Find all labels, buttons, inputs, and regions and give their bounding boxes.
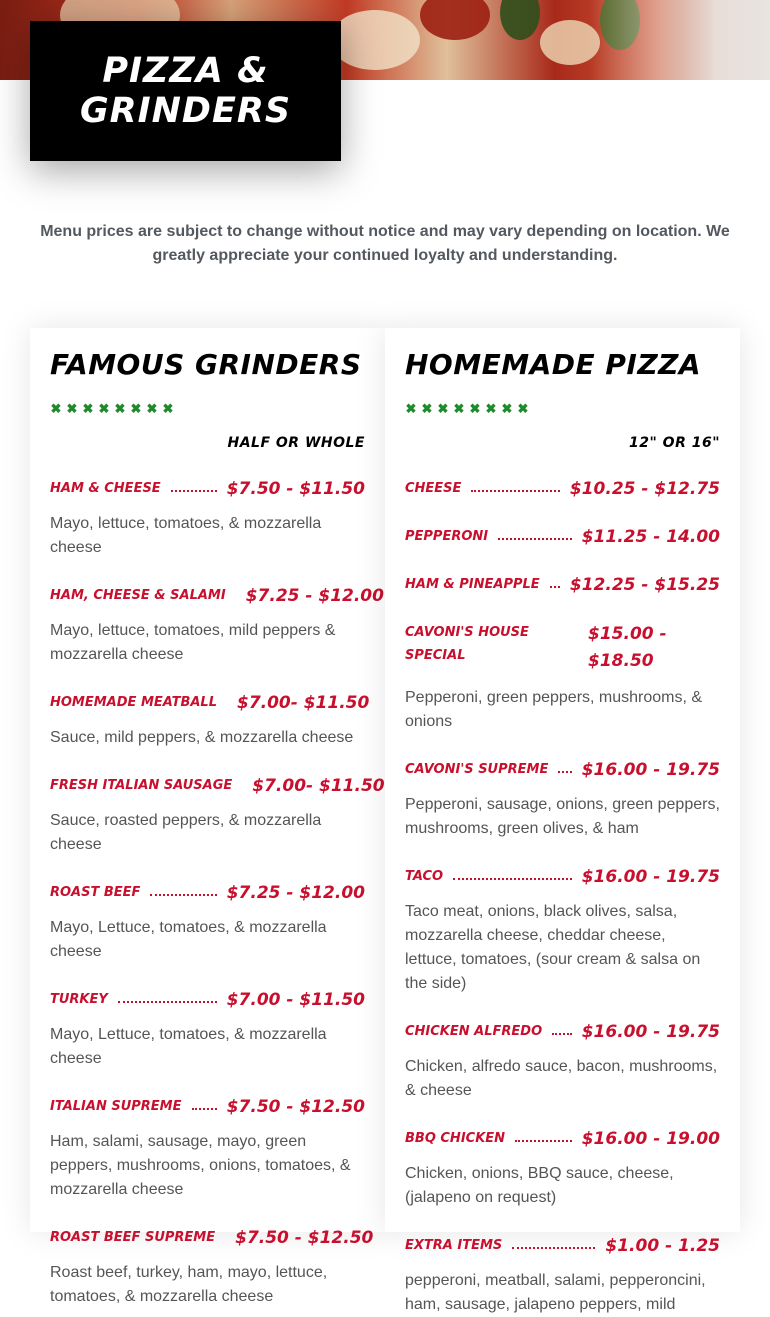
menu-item-name: TURKEY [50, 992, 108, 1007]
cross-star-icon: ✖ [98, 401, 110, 416]
menu-item-description: Taco meat, onions, black olives, salsa, mozzarella cheese, cheddar cheese, lettuce, tomatoes, (sour cream & salsa on the side) [405, 903, 701, 992]
menu-item-name: CHICKEN ALFREDO [405, 1024, 543, 1039]
menu-item-description: Mayo, Lettuce, tomatoes, & mozzarella cheese [50, 919, 327, 960]
menu-item-price: $11.25 - 14.00 [581, 527, 720, 547]
menu-item [50, 881, 365, 964]
menu-item [405, 621, 720, 734]
dotted-leader [552, 1033, 572, 1035]
menu-item [405, 1234, 720, 1317]
menu-item-header [50, 988, 365, 1012]
menu-item-description: Mayo, lettuce, tomatoes, mild peppers & mozzarella cheese [50, 622, 336, 663]
cross-star-icon: ✖ [114, 401, 126, 416]
cross-star-icon: ✖ [469, 401, 481, 416]
page-title-box [30, 21, 341, 161]
cross-star-icon: ✖ [146, 401, 158, 416]
menu-item-header [50, 477, 365, 501]
menu-item-name: HAM & PINEAPPLE [405, 577, 540, 592]
cross-star-icon: ✖ [66, 401, 78, 416]
dotted-leader [150, 894, 216, 896]
menu-item-name: CAVONI'S HOUSE SPECIAL [405, 625, 529, 663]
cross-star-icon: ✖ [453, 401, 465, 416]
cross-star-icon: ✖ [130, 401, 142, 416]
price-notice: Menu prices are subject to change without notice and may vary depending on location. We greatly appreciate your continued loyalty and understanding. [40, 223, 730, 264]
dotted-leader [498, 538, 572, 540]
menu-item-name: HAM & CHEESE [50, 481, 161, 496]
menu-item-description: Sauce, mild peppers, & mozzarella cheese [50, 729, 354, 746]
dotted-leader [171, 490, 217, 492]
menu-item [50, 774, 385, 857]
menu-item-header [50, 881, 365, 905]
menu-item-header [50, 1226, 374, 1250]
menu-item-price: $16.00 - 19.75 [581, 867, 720, 887]
dotted-leader [471, 490, 559, 492]
menu-item-header [405, 573, 720, 597]
menu-item-price: $7.25 - $12.00 [226, 883, 365, 903]
menu-item-name: HAM, CHEESE & SALAMI [50, 588, 226, 603]
menu-item-header [50, 1095, 365, 1119]
menu-item-name: TACO [405, 869, 444, 884]
grinders-section [30, 328, 385, 1305]
menu-item [405, 1020, 720, 1103]
menu-item-header [50, 691, 370, 715]
menu-item [50, 691, 370, 750]
menu-item [405, 573, 720, 597]
menu-item-header [405, 525, 720, 549]
menu-item [50, 477, 365, 560]
cross-star-icon: ✖ [82, 401, 94, 416]
menu-item-header [405, 865, 720, 889]
cross-star-icon: ✖ [162, 401, 174, 416]
menu-item-name: CAVONI'S SUPREME [405, 762, 549, 777]
section-title-grinders: FAMOUS GRINDERS [50, 348, 362, 381]
menu-item [50, 1095, 365, 1202]
cross-star-icon: ✖ [437, 401, 449, 416]
menu-item-header [50, 774, 385, 798]
cross-star-icon: ✖ [421, 401, 433, 416]
menu-item [405, 477, 720, 501]
menu-item [50, 584, 384, 667]
menu-item-header [405, 1234, 720, 1258]
menu-item-name: FRESH ITALIAN SAUSAGE [50, 778, 233, 793]
menu-item-name: CHEESE [405, 481, 462, 496]
size-label-pizza: 12" OR 16" [629, 435, 720, 451]
menu-item-name: EXTRA ITEMS [405, 1238, 503, 1253]
dotted-leader [192, 1108, 217, 1110]
menu-item-description: Mayo, Lettuce, tomatoes, & mozzarella cheese [50, 1026, 327, 1067]
menu-item-description: Pepperoni, sausage, onions, green peppers, mushrooms, green olives, & ham [405, 796, 720, 837]
menu-item-name: PEPPERONI [405, 529, 489, 544]
dotted-leader [453, 878, 572, 880]
menu-item-description: pepperoni, meatball, salami, pepperoncini, ham, sausage, jalapeno peppers, mild [405, 1272, 706, 1313]
dotted-leader [118, 1001, 217, 1003]
menu-item-name: ROAST BEEF [50, 885, 141, 900]
menu-item-price: $7.00- $11.50 [236, 693, 370, 713]
menu-item-description: Mayo, lettuce, tomatoes, & mozzarella cheese [50, 515, 322, 556]
cross-star-icon: ✖ [405, 401, 417, 416]
menu-item-price: $16.00 - 19.75 [581, 1022, 720, 1042]
cross-star-icon: ✖ [517, 401, 529, 416]
menu-item-name: BBQ CHICKEN [405, 1131, 506, 1146]
menu-item-price: $15.00 - $18.50 [588, 624, 667, 671]
menu-item-price: $12.25 - $15.25 [569, 575, 720, 595]
menu-item-price: $7.50 - $12.50 [235, 1228, 374, 1248]
dotted-leader [558, 771, 571, 773]
cross-star-icon: ✖ [50, 401, 62, 416]
menu-item-price: $16.00 - 19.00 [581, 1129, 720, 1149]
menu-item-price: $7.00 - $11.50 [226, 990, 365, 1010]
menu-item-description: Ham, salami, sausage, mayo, green peppers, mushrooms, onions, tomatoes, & mozzarella cheese [50, 1133, 351, 1198]
section-title-pizza: HOMEMADE PIZZA [405, 348, 702, 381]
page-title: PIZZA & GRINDERS [79, 51, 292, 131]
menu-item-description: Pepperoni, green peppers, mushrooms, & onions [405, 689, 703, 730]
cross-star-icon: ✖ [485, 401, 497, 416]
menu-item [50, 988, 365, 1071]
menu-item-header [405, 1127, 720, 1151]
menu-item-description: Chicken, alfredo sauce, bacon, mushrooms, & cheese [405, 1058, 718, 1099]
menu-item [50, 1226, 374, 1309]
menu-item-description: Sauce, roasted peppers, & mozzarella cheese [50, 812, 322, 853]
menu-item-name: ROAST BEEF SUPREME [50, 1230, 216, 1245]
menu-item-description: Chicken, onions, BBQ sauce, cheese, (jalapeno on request) [405, 1165, 674, 1206]
menu-item-name: ITALIAN SUPREME [50, 1099, 182, 1114]
menu-item [405, 525, 720, 549]
menu-item-header [405, 477, 720, 501]
menu-item-header [405, 1020, 720, 1044]
dotted-leader [512, 1247, 595, 1249]
menu-item-header [405, 758, 720, 782]
menu-item-price: $7.50 - $11.50 [226, 479, 365, 499]
star-divider [405, 401, 720, 417]
star-divider [50, 401, 365, 417]
dotted-leader [515, 1140, 572, 1142]
menu-item [405, 758, 720, 841]
size-label-grinders: HALF OR WHOLE [227, 435, 365, 451]
menu-item-price: $7.50 - $12.50 [226, 1097, 365, 1117]
cross-star-icon: ✖ [501, 401, 513, 416]
menu-item-name: HOMEMADE MEATBALL [50, 695, 217, 710]
menu-item-price: $10.25 - $12.75 [569, 479, 720, 499]
menu-item-header [405, 621, 720, 675]
menu-item-price: $16.00 - 19.75 [581, 760, 720, 780]
dotted-leader [550, 586, 560, 588]
menu-item-description: Roast beef, turkey, ham, mayo, lettuce, tomatoes, & mozzarella cheese [50, 1264, 328, 1305]
menu-item-price: $7.25 - $12.00 [245, 586, 384, 606]
menu-item-price: $1.00 - 1.25 [605, 1236, 720, 1256]
menu-item-price: $7.00- $11.50 [252, 776, 385, 796]
menu-item-header [50, 584, 384, 608]
menu-item [405, 865, 720, 996]
menu-item [405, 1127, 720, 1210]
pizza-section [385, 328, 740, 1313]
